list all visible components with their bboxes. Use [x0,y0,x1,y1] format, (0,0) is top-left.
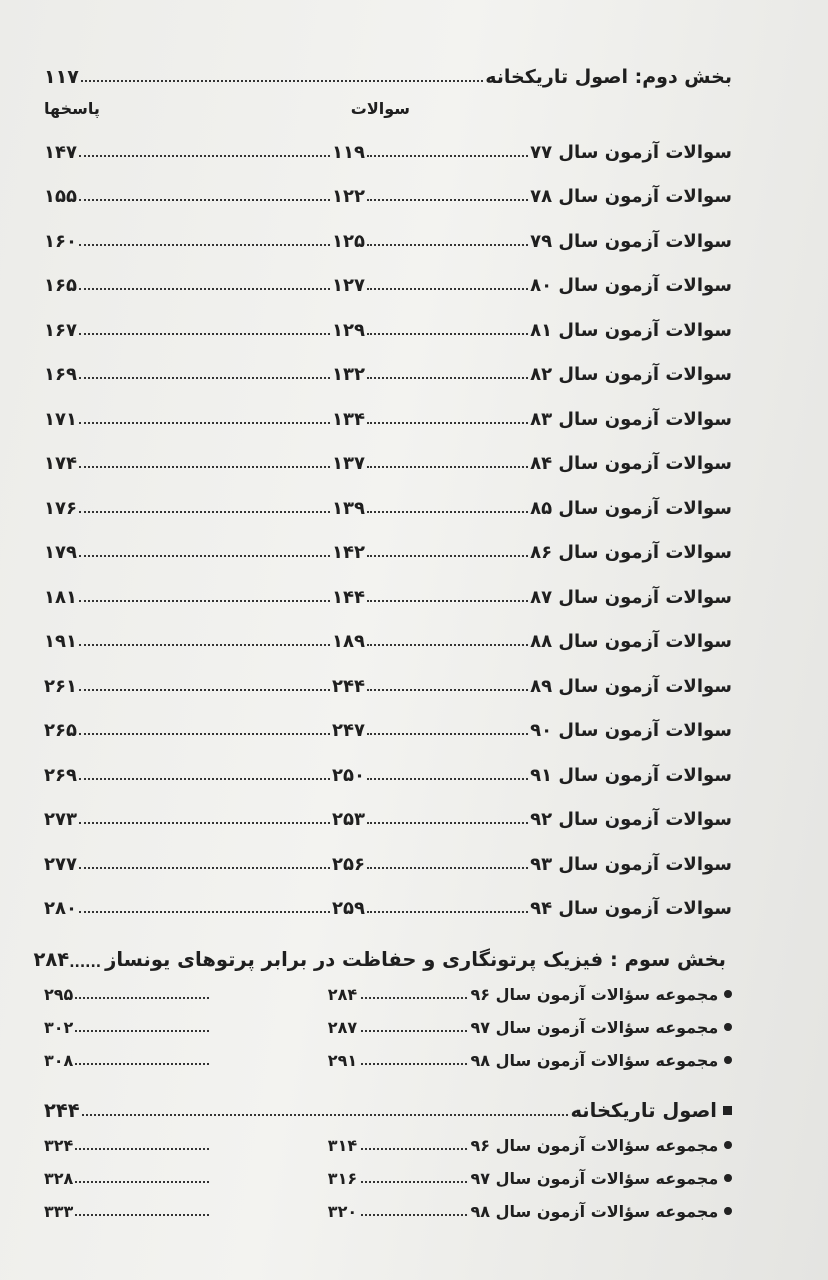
toc-row [44,474,732,519]
question-segment [332,231,732,252]
row-label: سوالات آزمون سال ۸۵ [530,497,732,519]
section-heading-darkroom-principles [44,1082,732,1122]
row-label: سوالات آزمون سال ۸۰ [530,275,732,296]
row-label: مجموعه سؤالات آزمون سال ۹۷ [470,1018,719,1037]
question-page-number: ۲۹۱ [327,1051,358,1070]
question-page-number: ۳۲۰ [327,1202,358,1221]
toc-row [44,697,732,742]
dot-leader [79,732,330,735]
question-page-number: ۲۵۶ [332,853,365,875]
dot-leader [361,1030,466,1032]
answer-page-number: ۱۶۵ [44,275,77,296]
question-page-number: ۲۵۰ [332,764,365,786]
question-segment [332,142,732,163]
dot-leader [75,1030,209,1032]
answer-page-number: ۳۳۳ [44,1202,74,1221]
question-page-number: ۲۵۳ [332,809,365,830]
row-label: سوالات آزمون سال ۷۷ [530,141,732,163]
question-segment [332,631,732,652]
bullet-icon [724,1023,732,1031]
column-header-questions: سوالات [350,99,410,118]
question-page-number: ۱۳۹ [332,497,365,519]
dot-leader [361,1063,466,1065]
question-segment [332,765,732,786]
answer-page-number: ۱۵۵ [44,186,77,207]
question-page-number: ۱۴۲ [332,542,365,563]
dot-leader [75,1181,209,1183]
question-page-number: ۲۸۴ [327,985,358,1004]
row-label: مجموعه سؤالات آزمون سال ۹۸ [470,1202,719,1221]
question-page-number: ۲۸۷ [327,1018,358,1037]
question-page-number: ۱۳۴ [332,408,365,430]
collection-row [44,1188,732,1221]
answer-page-number: ۲۷۳ [44,809,77,830]
collection-row [44,1004,732,1037]
row-label: سوالات آزمون سال ۹۳ [530,853,732,875]
bullet-icon [724,1174,732,1182]
question-page-number: ۱۲۷ [332,275,365,296]
dot-leader [75,1063,209,1065]
toc-row [44,296,732,341]
answer-page-number: ۱۹۱ [44,631,77,652]
dot-leader [79,643,330,646]
dot-leader [79,599,330,602]
question-page-number: ۲۴۷ [332,720,365,741]
collection-row [44,1037,732,1070]
section-page-number: ۲۸۴ [33,948,70,971]
dot-leader [367,332,528,335]
question-segment [332,498,732,519]
row-label: سوالات آزمون سال ۹۲ [530,809,732,830]
toc-row [44,252,732,297]
dot-leader [367,243,528,246]
question-segment [332,364,732,385]
dot-leader [79,154,330,157]
dot-leader [79,821,330,824]
answer-page-number: ۱۷۶ [44,497,77,519]
toc-row [44,118,732,163]
question-segment [332,320,732,341]
answer-page-number: ۳۰۸ [44,1051,74,1070]
row-label: مجموعه سؤالات آزمون سال ۹۶ [470,985,719,1004]
question-page-number: ۳۱۶ [327,1169,358,1188]
row-label: سوالات آزمون سال ۹۴ [530,898,732,919]
section-page-number: ۲۴۴ [44,1099,80,1122]
question-segment [332,676,732,697]
row-label: مجموعه سؤالات آزمون سال ۹۸ [470,1051,719,1070]
answer-page-number: ۱۷۴ [44,453,77,474]
answer-page-number: ۳۲۴ [44,1136,74,1155]
collection-row [44,971,732,1004]
question-segment [332,275,732,296]
dot-leader [367,554,528,557]
row-label: سوالات آزمون سال ۹۰ [530,720,732,741]
dot-leader [361,1214,466,1216]
row-label: سوالات آزمون سال ۸۳ [530,408,732,430]
bullet-icon [724,1056,732,1064]
row-label: سوالات آزمون سال ۸۲ [530,364,732,385]
dot-leader [367,910,528,913]
toc-row [44,207,732,252]
answer-page-number: ۱۶۰ [44,230,77,252]
row-label: مجموعه سؤالات آزمون سال ۹۷ [470,1169,719,1188]
question-segment [332,542,732,563]
dot-leader [79,777,330,780]
question-page-number: ۱۸۹ [332,631,365,652]
section-heading-darkroom [44,52,732,88]
toc-row [44,875,732,920]
dot-leader [367,866,528,869]
collection-row [44,1155,732,1188]
dot-leader [75,997,209,999]
toc-row [44,741,732,786]
section-title: بخش دوم: اصول تاریکخانه [485,66,732,88]
question-page-number: ۱۲۵ [332,230,365,252]
answer-page-number: ۱۶۹ [44,364,77,385]
question-page-number: ۱۳۷ [332,453,365,474]
row-label: سوالات آزمون سال ۸۱ [530,319,732,341]
toc-row [44,430,732,475]
dot-leader [82,1113,569,1116]
question-segment [332,720,732,741]
section-title: اصول تاریکخانه [570,1099,717,1122]
row-label: سوالات آزمون سال ۸۹ [530,675,732,697]
question-page-number: ۱۳۲ [332,364,365,385]
exam-rows-list [44,118,732,919]
dot-leader [79,376,330,379]
column-headers [44,88,732,118]
dot-leader [367,777,528,780]
dot-leader [79,243,330,246]
question-segment [332,186,732,207]
question-page-number: ۲۴۴ [332,675,365,697]
section-page-number: ۱۱۷ [44,66,79,88]
question-segment [332,453,732,474]
dot-leader [361,1148,466,1150]
row-label: سوالات آزمون سال ۸۷ [530,586,732,608]
dot-leader [79,465,330,468]
question-page-number: ۱۴۴ [332,586,365,608]
answer-page-number: ۱۷۹ [44,542,77,563]
answer-page-number: ۱۸۱ [44,586,77,608]
answer-page-number: ۱۴۷ [44,141,77,163]
dot-leader [361,1181,466,1183]
question-page-number: ۱۲۹ [332,319,365,341]
dot-leader [367,599,528,602]
toc-row [44,830,732,875]
row-label: سوالات آزمون سال ۷۹ [530,230,732,252]
dot-leader [367,732,528,735]
row-label: سوالات آزمون سال ۸۶ [530,542,732,563]
row-label: مجموعه سؤالات آزمون سال ۹۶ [470,1136,719,1155]
dot-leader [75,1148,209,1150]
toc-row [44,385,732,430]
dot-leader [367,821,528,824]
section-heading-physics [33,931,732,971]
dot-leader [367,154,528,157]
dot-leader [79,866,330,869]
question-segment [332,409,732,430]
dot-leader [81,79,483,82]
question-segment [332,898,732,919]
square-bullet-icon [723,1106,732,1115]
dot-leader [367,510,528,513]
collection-row [44,1122,732,1155]
question-segment [332,809,732,830]
toc-row [44,163,732,208]
dot-leader [75,1214,209,1216]
dot-leader [367,287,528,290]
dot-leader [79,510,330,513]
question-page-number: ۳۱۴ [327,1136,358,1155]
bullet-icon [724,1141,732,1149]
row-label: سوالات آزمون سال ۹۱ [530,764,732,786]
answer-page-number: ۲۷۷ [44,853,77,875]
dot-leader [361,997,466,999]
question-page-number: ۱۲۲ [332,186,365,207]
dot-leader [79,421,330,424]
answer-page-number: ۲۶۱ [44,675,77,697]
dot-leader [367,643,528,646]
answer-page-number: ۲۹۵ [44,985,74,1004]
dot-leader [367,421,528,424]
column-header-answers: پاسخها [44,99,100,118]
toc-row [44,652,732,697]
answer-page-number: ۲۸۰ [44,898,77,919]
answer-page-number: ۳۲۸ [44,1169,74,1188]
answer-page-number: ۲۶۵ [44,720,77,741]
row-label: سوالات آزمون سال ۸۸ [530,631,732,652]
bullet-icon [724,1207,732,1215]
toc-row [44,608,732,653]
answer-page-number: ۱۶۷ [44,319,77,341]
dot-leader [367,376,528,379]
toc-row [44,341,732,386]
section-title: بخش سوم : فیزیک پرتونگاری و حفاظت در برابر پرتوهای یونساز [105,948,726,971]
answer-page-number: ۱۷۱ [44,408,77,430]
question-segment [332,854,732,875]
dot-leader [79,198,330,201]
dot-leader [79,910,330,913]
answer-page-number: ۳۰۲ [44,1018,74,1037]
answer-page-number: ۲۶۹ [44,764,77,786]
row-label: سوالات آزمون سال ۷۸ [530,186,732,207]
row-label: سوالات آزمون سال ۸۴ [530,453,732,474]
toc-row [44,786,732,831]
dot-leader [79,287,330,290]
dot-leader [79,554,330,557]
bullet-icon [724,990,732,998]
question-segment [332,587,732,608]
collection-rows-list [44,1122,732,1221]
question-page-number: ۲۵۹ [332,898,365,919]
dot-leader [79,332,330,335]
dot-leader [367,465,528,468]
toc-row [44,519,732,564]
toc-content [33,52,732,1221]
dot-leader-text: ...... [69,955,102,971]
collection-rows-list [44,971,732,1070]
dot-leader [79,688,330,691]
question-page-number: ۱۱۹ [332,141,365,163]
toc-row [44,563,732,608]
dot-leader [367,688,528,691]
dot-leader [367,198,528,201]
